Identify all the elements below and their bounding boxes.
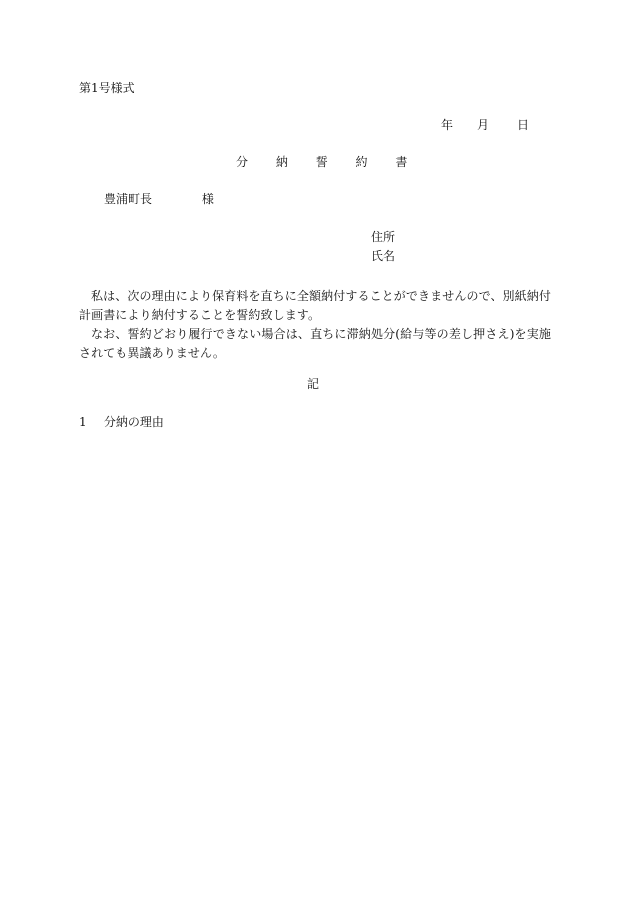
addressee — [104, 193, 214, 205]
date-line — [441, 119, 529, 131]
addressee-honorific: 様 — [201, 192, 214, 206]
item-number: 1 — [79, 415, 87, 429]
body-paragraph-2: なお、誓約どおり履行できない場合は、直ちに滞納処分(給与等の差し押さえ)を実施されても異議ありません。 — [79, 327, 551, 360]
form-number: 第1号様式 — [79, 81, 135, 95]
applicant-name-label: 氏名 — [371, 249, 396, 263]
applicant-address-label: 住所 — [371, 230, 396, 244]
title-char: 納 — [275, 155, 288, 169]
title-char: 誓 — [315, 155, 328, 169]
body-text — [79, 287, 551, 363]
document-title — [236, 156, 407, 168]
date-month-label: 月 — [477, 118, 490, 132]
list-item — [79, 416, 164, 428]
title-char: 書 — [395, 155, 408, 169]
item-label: 分納の理由 — [103, 415, 164, 429]
title-char: 約 — [355, 155, 368, 169]
date-day-label: 日 — [517, 118, 530, 132]
title-char: 分 — [236, 155, 249, 169]
addressee-name: 豊浦町長 — [104, 192, 153, 206]
date-year-label: 年 — [441, 118, 454, 132]
body-paragraph-1: 私は、次の理由により保育料を直ちに全額納付することができませんので、別紙納付計画書により納付することを誓約致します。 — [79, 289, 551, 322]
ki-heading: 記 — [307, 377, 320, 391]
